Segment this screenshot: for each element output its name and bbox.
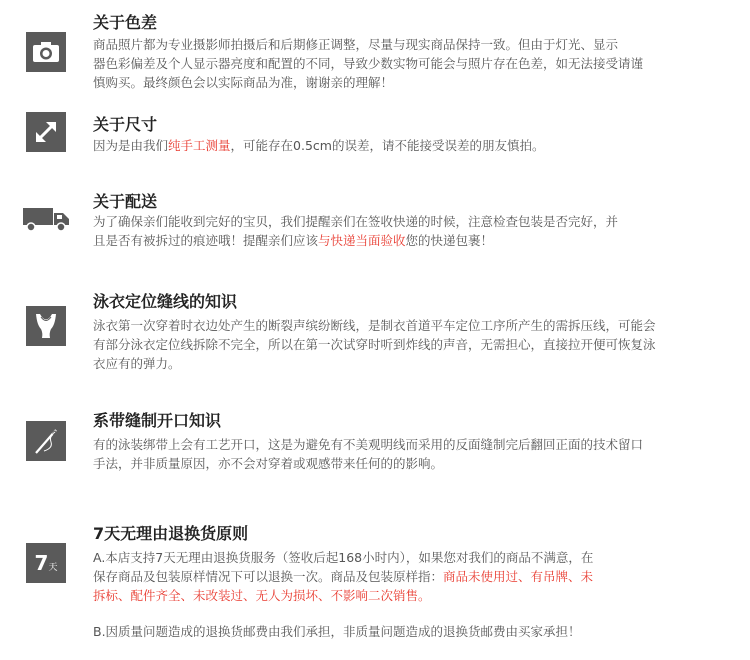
text-segment: ，可能存在0.5cm的误差，请不能接受误差的朋友慎拍。 (230, 138, 545, 153)
swimsuit-icon (26, 306, 66, 346)
text-segment: 因为是由我们 (93, 138, 169, 153)
text-line: 商品照片都为专业摄影师拍摄后和后期修正调整，尽量与现实商品保持一致。但由于灯光、显示 (93, 37, 619, 52)
text-line: 有部分泳衣定位线拆除不完全，所以在第一次试穿时听到炸线的声音，无需担心，直接拉开便可恢复泳 (93, 337, 656, 352)
needle-thread-icon (26, 421, 66, 461)
section-title: 系带缝制开口知识 (93, 411, 222, 430)
section-text (93, 435, 738, 473)
text-line: 为了确保亲们能收到完好的宝贝，我们提醒亲们在签收快递的时候，注意检查包装是否完好，并 (93, 214, 619, 229)
section-title: 泳衣定位缝线的知识 (93, 292, 238, 311)
text-line: 手法，并非质量原因，亦不会对穿着或观感带来任何的的影响。 (93, 456, 444, 471)
seven-days-icon (26, 543, 66, 583)
highlight-text: 拆标、配件齐全、未改装过、无人为损坏、不影响二次销售。 (93, 588, 431, 603)
badge-unit: 天 (48, 563, 58, 573)
section-text (93, 35, 738, 92)
section-text (93, 212, 738, 250)
text-line: 器色彩偏差及个人显示器亮度和配置的不同，导致少数实物可能会与照片存在色差，如无法接受请谨 (93, 56, 644, 71)
section-text (93, 316, 738, 373)
section-title: 关于尺寸 (93, 115, 158, 134)
text-line: A.本店支持7天无理由退换货服务（签收后起168小时内），如果您对我们的商品不满意，在 (93, 550, 594, 565)
highlight-text: 与快递当面验收 (318, 233, 406, 248)
text-segment: 保存商品及包装原样情况下可以退换一次。商品及包装原样指： (93, 569, 444, 584)
camera-icon (26, 32, 66, 72)
text-segment: 您的快递包裹！ (405, 233, 494, 248)
text-line: 泳衣第一次穿着时衣边处产生的断裂声缤纷断线，是制衣首道平车定位工序所产生的需拆压线，可能会 (93, 318, 656, 333)
section-text (93, 622, 738, 641)
text-segment: 且是否有被拆过的痕迹哦！提醒亲们应该 (93, 233, 319, 248)
truck-icon (22, 205, 70, 233)
text-line: 衣应有的弹力。 (93, 356, 181, 371)
section-text (93, 548, 738, 605)
section-title: 7天无理由退换货原则 (93, 524, 249, 543)
badge-number: 7 (34, 551, 49, 575)
resize-arrow-icon (26, 112, 66, 152)
highlight-text: 商品未使用过、有吊牌、未 (443, 569, 594, 584)
section-title: 关于配送 (93, 192, 158, 211)
section-title: 关于色差 (93, 13, 158, 32)
text-line: 慎购买。最终颜色会以实际商品为准，谢谢亲的理解！ (93, 75, 394, 90)
text-line: B.因质量问题造成的退换货邮费由我们承担，非质量问题造成的退换货邮费由买家承担！ (93, 624, 581, 639)
section-text (93, 136, 738, 155)
text-line: 有的泳装绑带上会有工艺开口，这是为避免有不美观明线而采用的反面缝制完后翻回正面的技术留口 (93, 437, 644, 452)
highlight-text: 纯手工测量 (168, 138, 231, 153)
